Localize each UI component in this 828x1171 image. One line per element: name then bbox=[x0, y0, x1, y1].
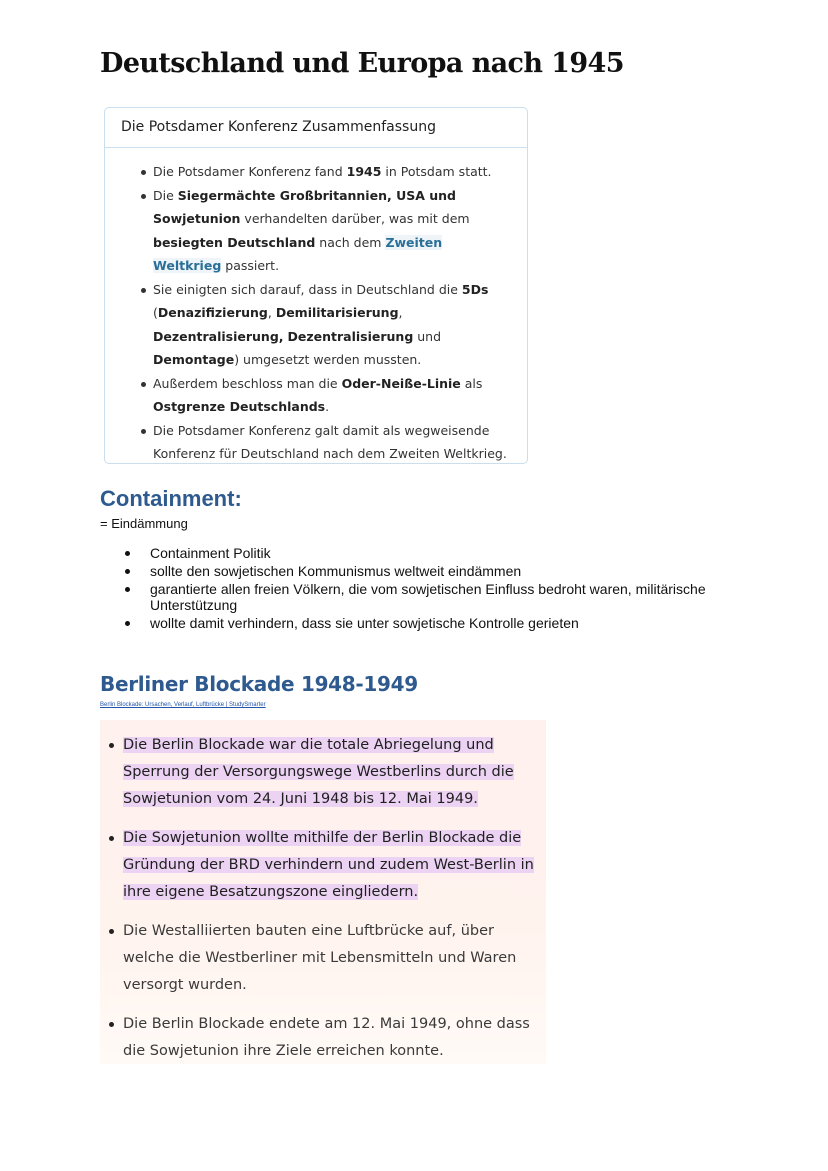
containment-list bbox=[100, 545, 740, 633]
page-title: Deutschland und Europa nach 1945 bbox=[100, 48, 624, 79]
list-item: Containment Politik bbox=[100, 545, 740, 561]
list-item: garantierte allen freien Völkern, die vom sowjetischen Einfluss bedroht waren, militärische Unterstützung bbox=[100, 581, 740, 613]
list-item: wollte damit verhindern, dass sie unter sowjetische Kontrolle gerieten bbox=[100, 615, 740, 631]
containment-subtitle: = Eindämmung bbox=[100, 516, 188, 531]
list-item: Die Potsdamer Konferenz fand 1945 in Potsdam statt. bbox=[105, 160, 527, 184]
list-item: Die Potsdamer Konferenz galt damit als wegweisende Konferenz für Deutschland nach dem Zweiten Weltkrieg. bbox=[105, 419, 527, 466]
highlighted-text: Die Berlin Blockade war die totale Abriegelung und Sperrung der Versorgungswege Westberlins durch die Sowjetunion vom 24. Juni 1948 bis 12. Mai 1949. bbox=[123, 737, 514, 807]
source-link[interactable]: Berlin Blockade: Ursachen, Verlauf, Luftbrücke | StudySmarter bbox=[100, 702, 266, 708]
list-item bbox=[100, 825, 546, 906]
berlin-blockade-heading: Berliner Blockade 1948-1949 bbox=[100, 672, 418, 696]
list-item: Sie einigten sich darauf, dass in Deutschland die 5Ds (Denazifizierung, Demilitarisierung, Dezentralisierung, Dezentralisierung und Demontage) umgesetzt werden mussten. bbox=[105, 278, 527, 372]
zweiter-weltkrieg-link[interactable]: Zweiten Weltkrieg bbox=[153, 234, 443, 273]
potsdam-list bbox=[105, 148, 527, 466]
list-item: Außerdem beschloss man die Oder-Neiße-Linie als Ostgrenze Deutschlands. bbox=[105, 372, 527, 419]
list-item: Die Berlin Blockade endete am 12. Mai 1949, ohne dass die Sowjetunion ihre Ziele erreichen konnte. bbox=[100, 1011, 546, 1065]
potsdam-summary-heading: Die Potsdamer Konferenz Zusammenfassung bbox=[105, 108, 527, 148]
berlin-blockade-list bbox=[100, 720, 546, 1065]
list-item: Die Westalliierten bauten eine Luftbrücke auf, über welche die Westberliner mit Lebensmitteln und Waren versorgt wurden. bbox=[100, 918, 546, 999]
containment-heading: Containment: bbox=[100, 486, 242, 511]
list-item: Die Siegermächte Großbritannien, USA und Sowjetunion verhandelten darüber, was mit dem besiegten Deutschland nach dem Zweiten Weltkrieg passiert. bbox=[105, 184, 527, 278]
highlighted-text: Die Sowjetunion wollte mithilfe der Berlin Blockade die Gründung der BRD verhindern und zudem West-Berlin in ihre eigene Besatzungszone eingliedern. bbox=[123, 830, 534, 900]
berlin-blockade-box bbox=[100, 720, 546, 1064]
list-item: sollte den sowjetischen Kommunismus weltweit eindämmen bbox=[100, 563, 740, 579]
list-item bbox=[100, 732, 546, 813]
potsdam-summary-box bbox=[104, 107, 528, 464]
